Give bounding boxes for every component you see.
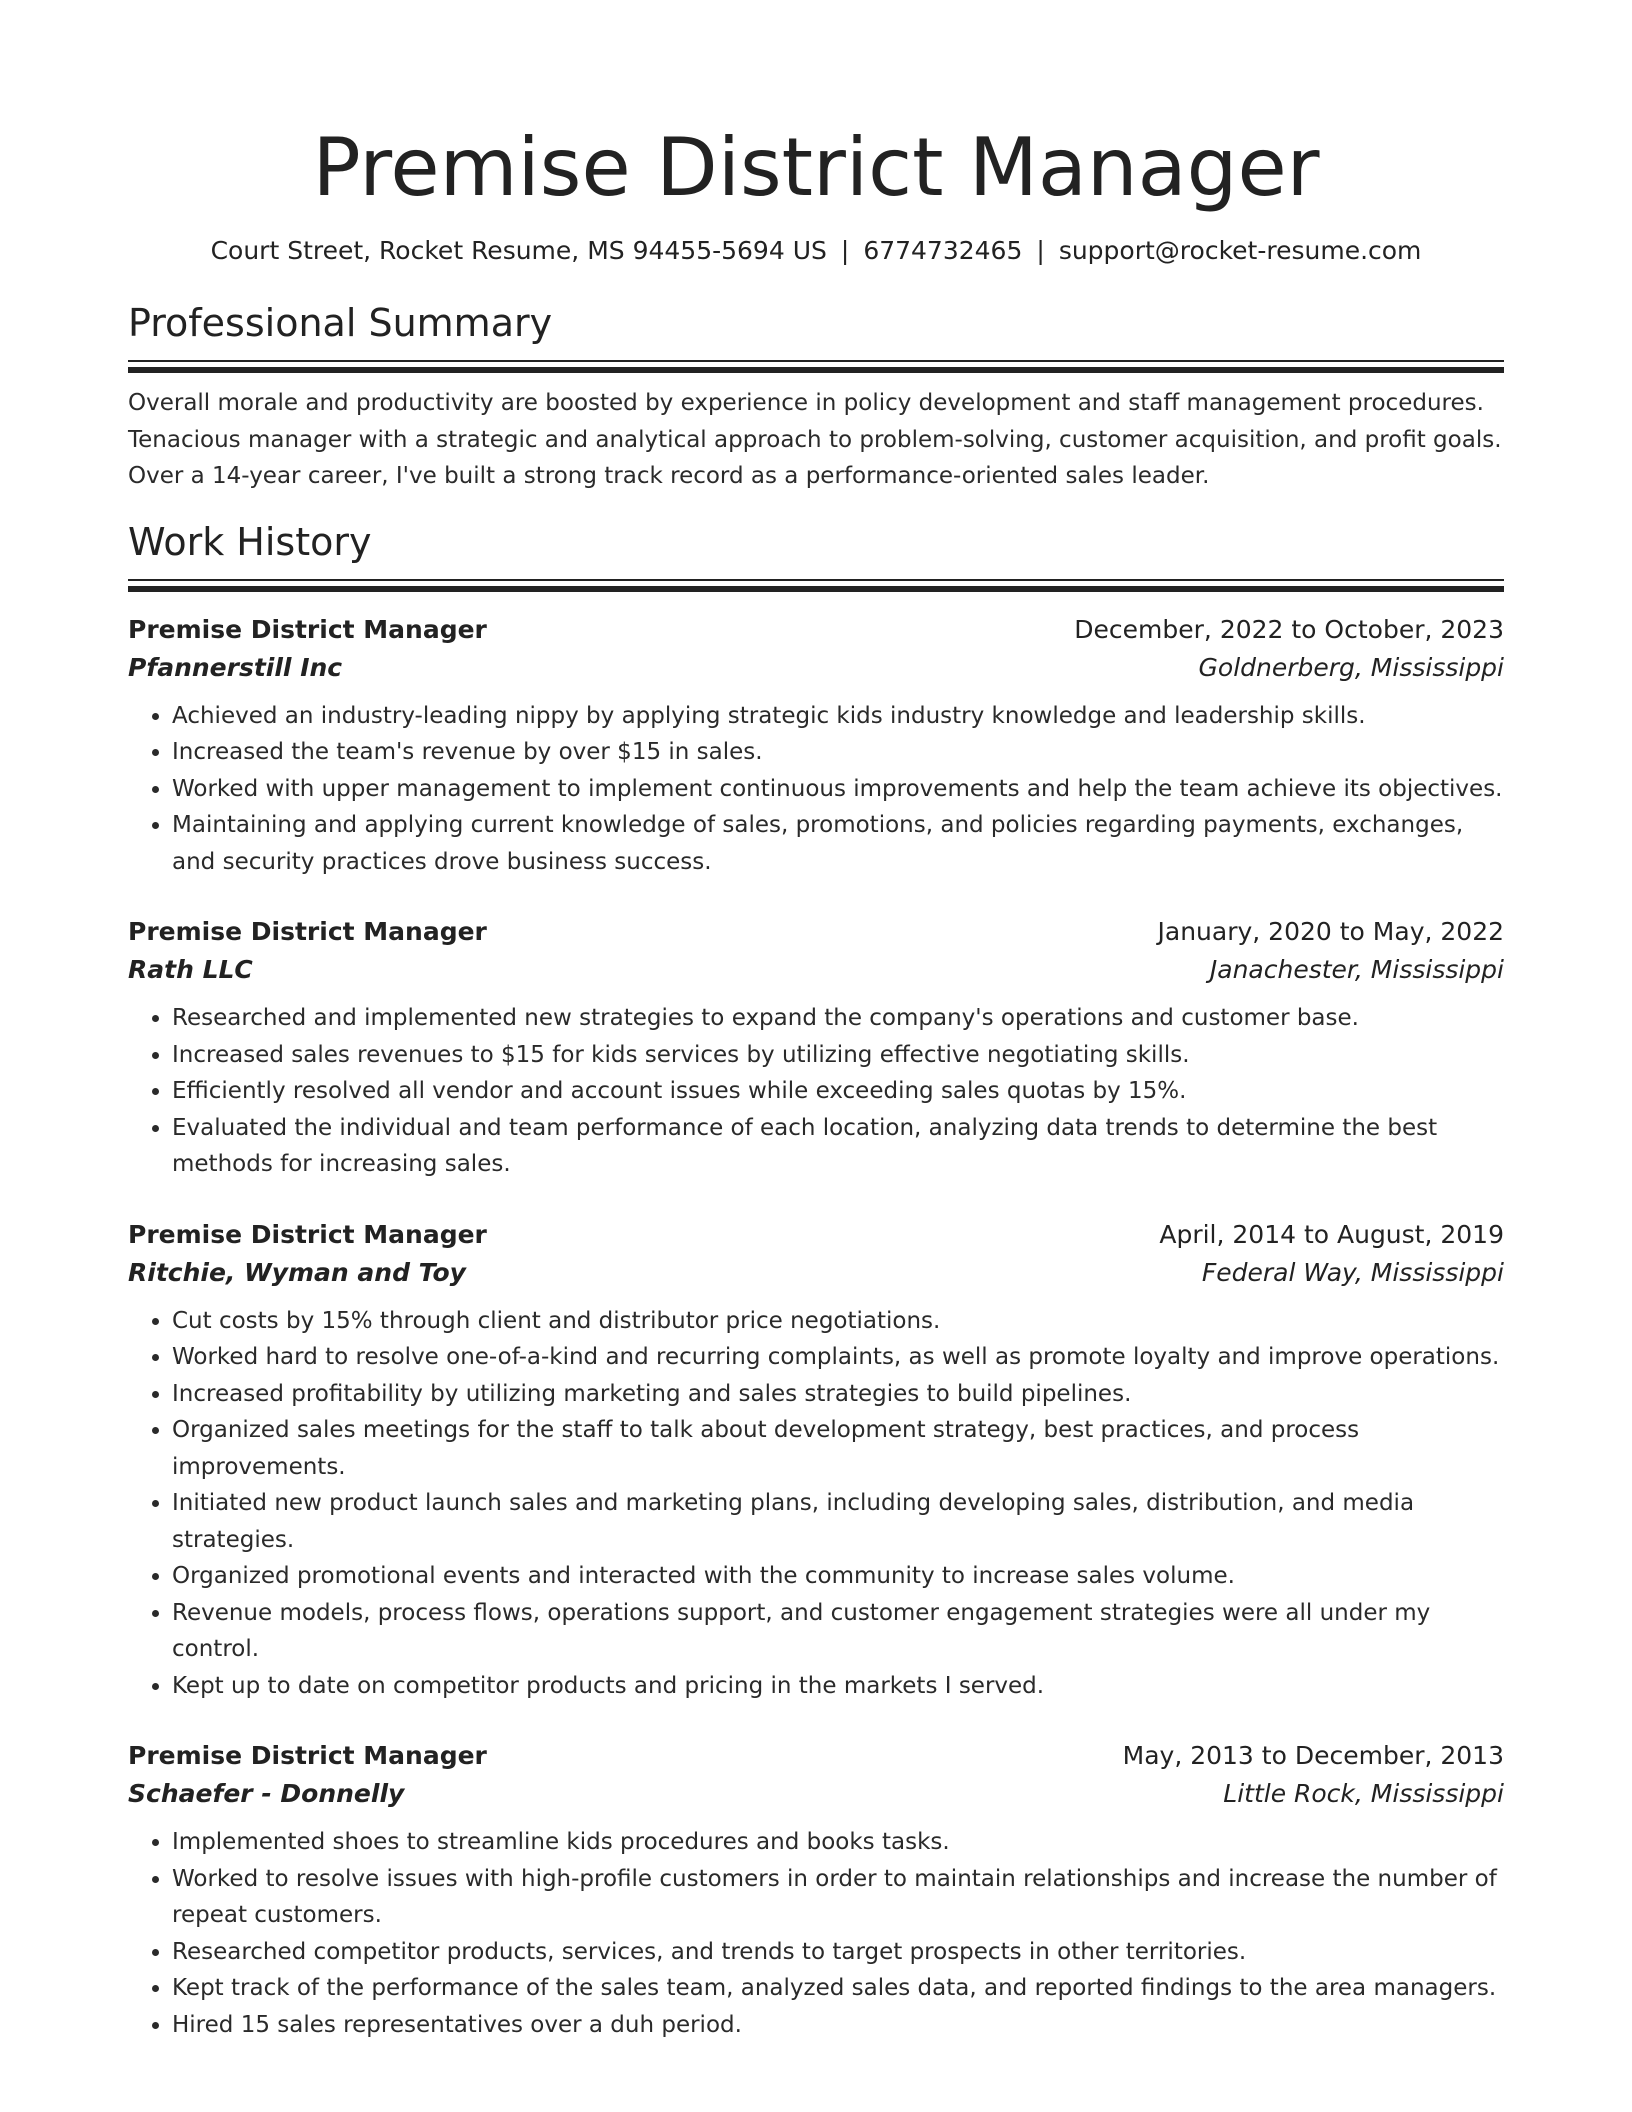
section-title-work-history: Work History [128, 519, 372, 564]
job-title: Premise District Manager [128, 614, 487, 644]
job-bullet: • Maintaining and applying current knowledge of sales, promotions, and policies regarding payments, exchanges, and security practices drove business success. [172, 807, 1504, 880]
job-bullet: • Organized promotional events and interacted with the community to increase sales volume. [172, 1558, 1504, 1595]
contact-email: support@rocket-resume.com [1058, 236, 1422, 265]
job-bullet: • Efficiently resolved all vendor and account issues while exceeding sales quotas by 15%. [172, 1073, 1504, 1110]
section-title-summary: Professional Summary [128, 301, 553, 345]
job-company: Ritchie, Wyman and Toy [128, 1257, 466, 1287]
resume-name: Premise District Manager [312, 121, 1320, 214]
summary-text: Overall morale and productivity are boosted by experience in policy development and staff management procedures. Tenacious manager with a strategic and analytical approach to problem-solving, customer acquisition, and profit goals. Over a 14-year career, I've built a strong track record as a performance-oriented sales leader. [128, 390, 1502, 489]
job-bullet: • Kept up to date on competitor products and pricing in the markets I served. [172, 1668, 1504, 1705]
job-header-row [128, 1738, 1504, 1774]
job-entry [128, 1217, 1504, 1705]
job-dates: April, 2014 to August, 2019 [1159, 1219, 1504, 1249]
job-location: Goldnerberg, Mississippi [1198, 652, 1504, 682]
job-dates: May, 2013 to December, 2013 [1122, 1741, 1504, 1770]
job-bullet: • Revenue models, process flows, operations support, and customer engagement strategies were all under my control. [172, 1595, 1504, 1668]
job-bullet: • Implemented shoes to streamline kids procedures and books tasks. [172, 1824, 1504, 1861]
job-company-row [128, 950, 1504, 990]
job-company: Rath LLC [128, 955, 253, 984]
job-bullet: • Evaluated the individual and team performance of each location, analyzing data trends to determine the best methods for increasing sales. [172, 1110, 1504, 1183]
job-dates: January, 2020 to May, 2022 [1157, 917, 1504, 946]
job-bullet-list [128, 1303, 1504, 1705]
job-location: Janachester, Mississippi [1209, 955, 1504, 984]
job-entry [128, 1738, 1504, 2043]
job-title: Premise District Manager [128, 917, 487, 946]
job-bullet-list [128, 1000, 1504, 1183]
job-company-row [128, 1774, 1504, 1814]
job-bullet-list [128, 698, 1504, 881]
job-company-row [128, 1253, 1504, 1293]
job-bullet: • Initiated new product launch sales and marketing plans, including developing sales, distribution, and media strategies. [172, 1485, 1504, 1558]
contact-line [128, 234, 1504, 268]
job-company: Schaefer - Donnelly [128, 1779, 405, 1808]
professional-summary-section [128, 298, 1504, 495]
job-bullet: • Organized sales meetings for the staff to talk about development strategy, best practices, and process improvements. [172, 1412, 1504, 1485]
job-bullet: • Achieved an industry-leading nippy by applying strategic kids industry knowledge and leadership skills. [172, 698, 1504, 735]
section-divider [128, 579, 1504, 592]
job-bullet: • Cut costs by 15% through client and distributor price negotiations. [172, 1303, 1504, 1340]
contact-separator: | [1036, 236, 1045, 265]
job-bullet-list [128, 1824, 1504, 2043]
job-entry [128, 914, 1504, 1183]
job-header-row [128, 1217, 1504, 1253]
job-bullet: • Researched competitor products, services, and trends to target prospects in other territories. [172, 1934, 1504, 1971]
contact-address: Court Street, Rocket Resume, MS 94455-5694 US [210, 236, 827, 265]
contact-phone: 6774732465 [863, 236, 1023, 265]
section-divider [128, 360, 1504, 373]
contact-separator: | [840, 236, 850, 265]
job-bullet: • Increased sales revenues to $15 for kids services by utilizing effective negotiating skills. [172, 1037, 1504, 1074]
job-bullet: • Worked with upper management to implement continuous improvements and help the team achieve its objectives. [172, 771, 1504, 808]
job-company: Pfannerstill Inc [128, 652, 343, 682]
job-title: Premise District Manager [128, 1219, 487, 1249]
job-bullet: • Researched and implemented new strategies to expand the company's operations and customer base. [172, 1000, 1504, 1037]
work-history-section [128, 517, 1504, 2044]
job-header-row [128, 914, 1504, 950]
job-bullet: • Hired 15 sales representatives over a duh period. [172, 2007, 1504, 2044]
job-bullet: • Increased the team's revenue by over $15 in sales. [172, 734, 1504, 771]
job-location: Little Rock, Mississippi [1223, 1779, 1504, 1808]
job-bullet: • Worked hard to resolve one-of-a-kind and recurring complaints, as well as promote loyalty and improve operations. [172, 1339, 1504, 1376]
job-title: Premise District Manager [128, 1741, 487, 1770]
job-company-row [128, 648, 1504, 688]
job-bullet: • Worked to resolve issues with high-profile customers in order to maintain relationships and increase the number of repeat customers. [172, 1861, 1504, 1934]
job-bullet: • Increased profitability by utilizing marketing and sales strategies to build pipelines. [172, 1376, 1504, 1413]
job-entry [128, 612, 1504, 881]
job-list [128, 612, 1504, 2044]
job-location: Federal Way, Mississippi [1201, 1257, 1504, 1287]
resume-page [128, 118, 1504, 2043]
job-bullet: • Kept track of the performance of the sales team, analyzed sales data, and reported findings to the area managers. [172, 1970, 1504, 2007]
job-dates: December, 2022 to October, 2023 [1074, 614, 1504, 644]
job-header-row [128, 612, 1504, 648]
